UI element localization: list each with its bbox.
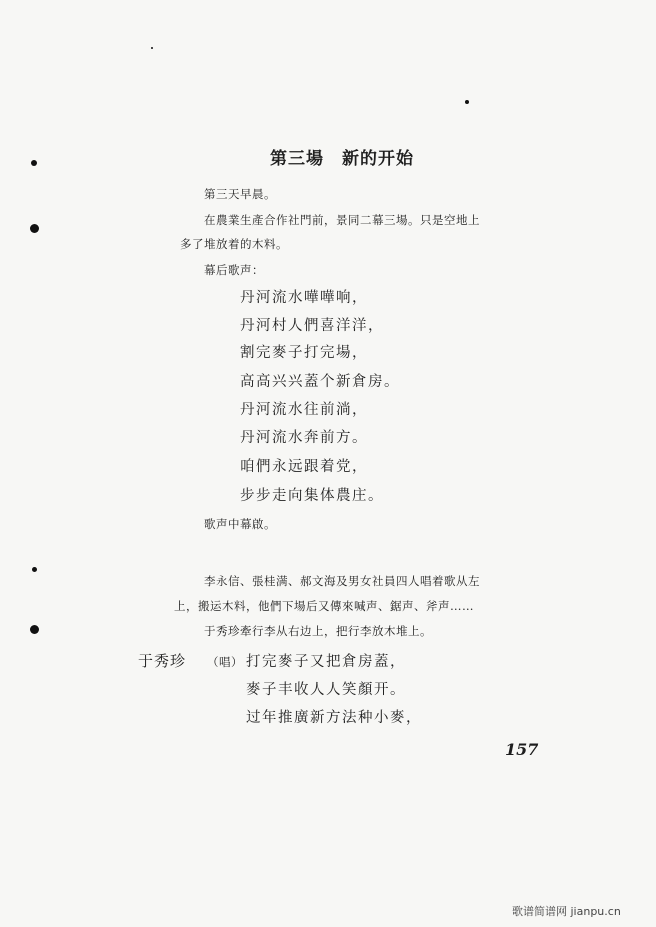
stage-direction-entrance-cont: 上，搬运木料，他們下場后又傳來喊声、鋸声、斧声…… bbox=[174, 599, 474, 613]
song-line: 丹河流水奔前方。 bbox=[240, 430, 368, 446]
song-line: 割完麥子打完場， bbox=[240, 345, 368, 361]
sung-marker: （唱） bbox=[207, 655, 243, 669]
punch-hole-mark bbox=[30, 625, 39, 634]
speck-mark bbox=[465, 100, 469, 104]
stage-direction-time: 第三天早晨。 bbox=[204, 187, 276, 201]
song-line: 步步走向集体農庄。 bbox=[240, 488, 384, 504]
song-line: 高高兴兴蓋个新倉房。 bbox=[240, 374, 400, 390]
speck-mark bbox=[151, 47, 153, 49]
song-line: 丹河流水嘩嘩响， bbox=[240, 290, 368, 306]
dialogue-line: 麥子丰收人人笑顏开。 bbox=[246, 682, 406, 698]
stage-direction-setting: 在農業生產合作社門前，景同二幕三場。只是空地上 bbox=[204, 213, 480, 227]
watermark: 歌谱简谱网 jianpu.cn bbox=[512, 905, 621, 918]
song-line: 丹河流水往前淌， bbox=[240, 402, 368, 418]
punch-hole-mark bbox=[32, 567, 37, 572]
scene-title: 第三場 新的开始 bbox=[270, 149, 414, 169]
stage-direction-character-enter: 于秀珍牽行李从右边上，把行李放木堆上。 bbox=[204, 624, 432, 638]
song-line: 丹河村人們喜洋洋， bbox=[240, 318, 384, 334]
curtain-rise-direction: 歌声中幕啟。 bbox=[204, 517, 276, 531]
dialogue-line: 打完麥子又把倉房蓋， bbox=[246, 654, 406, 670]
punch-hole-mark bbox=[30, 224, 39, 233]
stage-direction-offstage-song: 幕后歌声： bbox=[204, 263, 264, 277]
dialogue-line: 过年推廣新方法种小麥， bbox=[246, 710, 422, 726]
speaker-name: 于秀珍 bbox=[138, 652, 187, 670]
page-number: 157 bbox=[505, 740, 539, 759]
stage-direction-entrance: 李永信、張桂满、郝文海及男女社員四人唱着歌从左 bbox=[204, 574, 480, 588]
stage-direction-setting-cont: 多了堆放着的木料。 bbox=[180, 237, 288, 251]
song-line: 咱們永远跟着党， bbox=[240, 459, 368, 475]
punch-hole-mark bbox=[31, 160, 37, 166]
